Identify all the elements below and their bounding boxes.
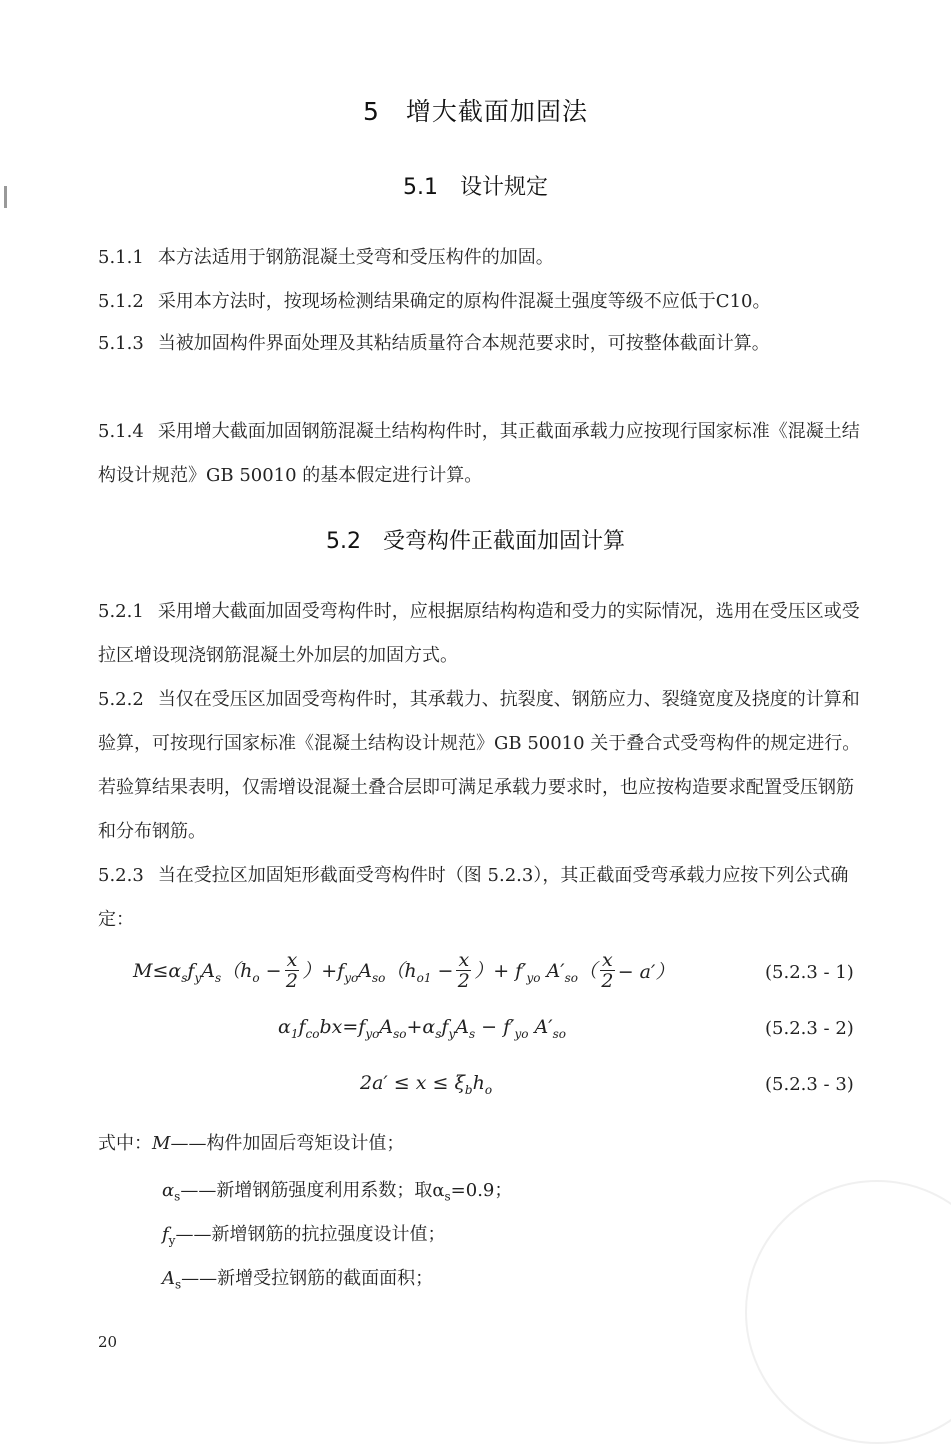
clause-number: 5.1.2: [98, 291, 144, 312]
symbol-subscript: s: [174, 1189, 181, 1204]
clause-number: 5.1.3: [98, 333, 144, 354]
equation-3: $2a' \le x \le \xi_bh_o$: [360, 1072, 493, 1097]
symbol-subscript: y: [168, 1233, 176, 1248]
equation-number-3: (5.2.3 - 3): [765, 1074, 854, 1095]
value-subscript: s: [444, 1189, 451, 1204]
definition-value: =0.9；: [450, 1180, 513, 1201]
symbol-A: A: [162, 1268, 175, 1289]
page-number: 20: [98, 1333, 118, 1351]
clause-number: 5.1.4: [98, 421, 144, 442]
clause-5-1-1: [98, 236, 868, 280]
clause-5-2-1: [98, 590, 868, 678]
symbol-f: f: [162, 1224, 169, 1245]
definition-text: ——新增受拉钢筋的截面面积；: [181, 1268, 434, 1289]
equation-1: $M\le\alpha_sf_yA_s(h_o$ − $\frac{x}{2}$ ）$+f_{yo}A_{so}(h_{o1}$ − $\frac{x}{2}$ ）+ $f'_{yo}$ $A'_{so}$（ $\frac{x}{2}$ − a′）: [133, 949, 675, 992]
equation-number-1: (5.2.3 - 1): [765, 962, 854, 983]
clause-text: 当被加固构件界面处理及其粘结质量符合本规范要求时，可按整体截面计算。: [157, 333, 770, 354]
clause-text: 采用本方法时，按现场检测结果确定的原构件混凝土强度等级不应低于C10。: [157, 291, 771, 312]
clause-number: 5.1.1: [98, 247, 144, 268]
watermark-stamp: [745, 1180, 951, 1444]
definition-text: ——构件加固后弯矩设计值；: [170, 1133, 405, 1154]
clause-5-1-3: [98, 322, 868, 366]
symbol-alpha: α: [162, 1180, 175, 1201]
clause-number: 5.2.1: [98, 601, 144, 622]
clause-text: 采用增大截面加固受弯构件时，应根据原结构构造和受力的实际情况，选用在受压区或受拉区增设现浇钢筋混凝土外加层的加固方式。: [98, 601, 860, 666]
equation-2: $\alpha_1f_{co}bx=f_{yo}A_{so}+\alpha_sf_yA_s - f'_{yo}$ $A'_{so}$: [278, 1016, 566, 1041]
symbol-M: M: [152, 1133, 171, 1154]
clause-number: 5.2.2: [98, 689, 144, 710]
clause-text: 采用增大截面加固钢筋混凝土结构构件时，其正截面承载力应按现行国家标准《混凝土结构设计规范》GB 50010 的基本假定进行计算。: [98, 421, 860, 486]
clause-text: 当仅在受压区加固受弯构件时，其承载力、抗裂度、钢筋应力、裂缝宽度及挠度的计算和验算，可按现行国家标准《混凝土结构设计规范》GB 50010 关于叠合式受弯构件的规定进行。若验算结果表明，仅需增设混凝土叠合层即可满足承载力要求时，也应按构造要求配置受压钢筋和分布钢筋。: [98, 689, 861, 842]
section-title-5-1: 5.1 设计规定: [403, 175, 548, 200]
clause-text: 本方法适用于钢筋混凝土受弯和受压构件的加固。: [157, 247, 554, 268]
definition-alpha-s: [162, 1176, 512, 1204]
equation-number-2: (5.2.3 - 2): [765, 1018, 854, 1039]
definition-text: ——新增钢筋的抗拉强度设计值；: [175, 1224, 446, 1245]
definition-f-y: [162, 1220, 445, 1248]
definition-A-s: [162, 1264, 433, 1292]
clause-text: 当在受拉区加固矩形截面受弯构件时（图 5.2.3），其正截面受弯承载力应按下列公式确定：: [98, 865, 849, 930]
clause-number: 5.2.3: [98, 865, 144, 886]
definitions-label: 式中：: [98, 1133, 152, 1154]
section-title-5-2: 5.2 受弯构件正截面加固计算: [326, 529, 625, 554]
clause-5-1-4: [98, 410, 868, 498]
clause-5-1-2: [98, 280, 868, 324]
definitions-intro: [98, 1122, 404, 1166]
clause-5-2-3: [98, 854, 868, 942]
symbol-subscript: s: [175, 1277, 182, 1292]
clause-5-2-2: [98, 678, 868, 854]
definition-text: ——新增钢筋强度利用系数；取α: [180, 1180, 445, 1201]
chapter-title: 5 增大截面加固法: [363, 97, 588, 126]
